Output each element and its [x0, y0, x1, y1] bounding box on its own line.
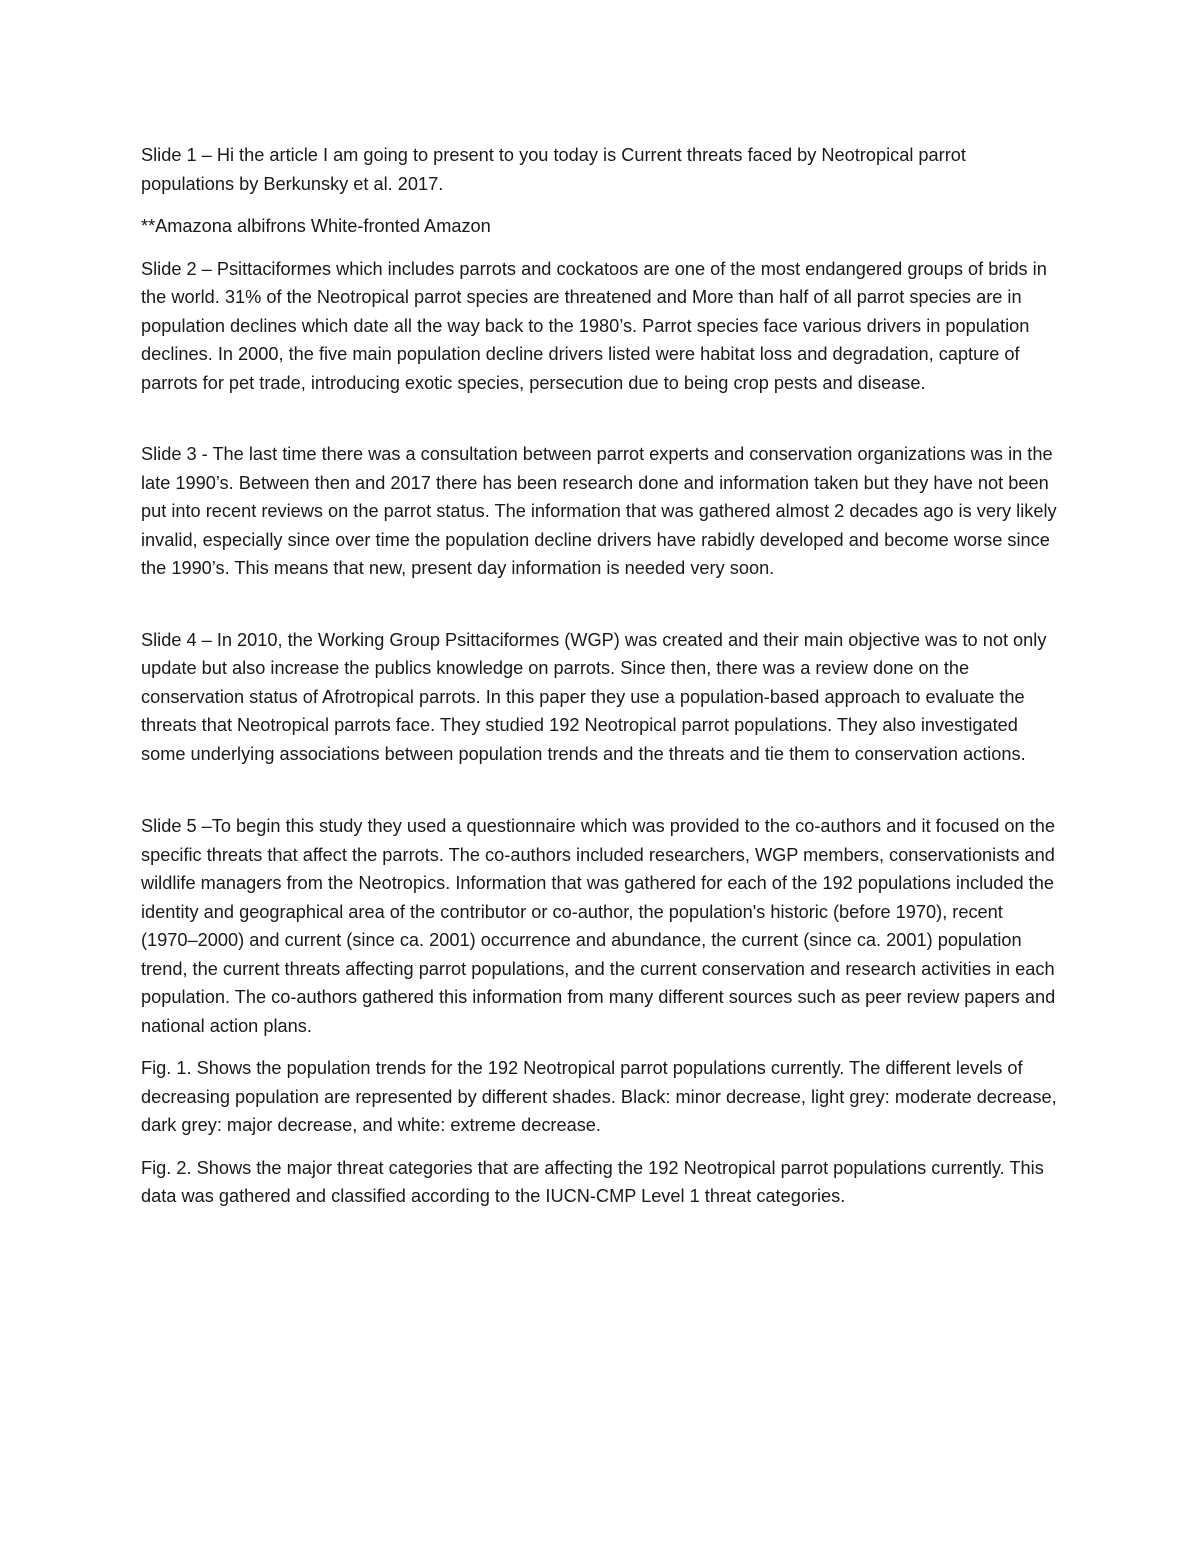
paragraph-slide-5: Slide 5 –To begin this study they used a questionnaire which was provided to the co-authors and it focused on the specific threats that affect the parrots. The co-authors included researchers, WGP members, conservationists and wildlife managers from the Neotropics. Information that was gathered for each of the 192 populations included the identity and geographical area of the contributor or co-author, the population's historic (before 1970), recent (1970–2000) and current (since ca. 2001) occurrence and abundance, the current (since ca. 2001) population trend, the current threats affecting parrot populations, and the current conservation and research activities in each population. The co-authors gathered this information from many different sources such as peer review papers and national action plans. [141, 816, 1056, 1036]
paragraph-fig-1: Fig. 1. Shows the population trends for the 192 Neotropical parrot populations currently. The different levels of decreasing population are represented by different shades. Black: minor decrease, light grey: moderate decrease, dark grey: major decrease, and white: extreme decrease. [141, 1058, 1057, 1135]
paragraph-species-note: **Amazona albifrons White-fronted Amazon [141, 216, 491, 236]
paragraph-fig-2: Fig. 2. Shows the major threat categories that are affecting the 192 Neotropical parrot populations currently. This data was gathered and classified according to the IUCN-CMP Level 1 threat categories. [141, 1157, 1044, 1206]
paragraph-slide-3: Slide 3 - The last time there was a consultation between parrot experts and conservation organizations was in the late 1990’s. Between then and 2017 there has been research done and information taken but they have not been put into recent reviews on the parrot status. The information that was gathered almost 2 decades ago is very likely invalid, especially since over time the population decline drivers have rabidly developed and become worse since the 1990’s. This means that new, present day information is needed very soon. [141, 444, 1057, 578]
paragraph-slide-2: Slide 2 – Psittaciformes which includes parrots and cockatoos are one of the most endangered groups of brids in the world. 31% of the Neotropical parrot species are threatened and More than half of all parrot species are in population declines which date all the way back to the 1980’s. Parrot species face various drivers in population declines. In 2000, the five main population decline drivers listed were habitat loss and degradation, capture of parrots for pet trade, introducing exotic species, persecution due to being crop pests and disease. [141, 258, 1047, 393]
document-body [141, 141, 1061, 1225]
paragraph-slide-1: Slide 1 – Hi the article I am going to present to you today is Current threats faced by Neotropical parrot populations by Berkunsky et al. 2017. [141, 145, 966, 194]
paragraph-slide-4: Slide 4 – In 2010, the Working Group Psittaciformes (WGP) was created and their main objective was to not only update but also increase the publics knowledge on parrots. Since then, there was a review done on the conservation status of Afrotropical parrots. In this paper they use a population-based approach to evaluate the threats that Neotropical parrots face. They studied 192 Neotropical parrot populations. They also investigated some underlying associations between population trends and the threats and tie them to conservation actions. [141, 629, 1047, 764]
